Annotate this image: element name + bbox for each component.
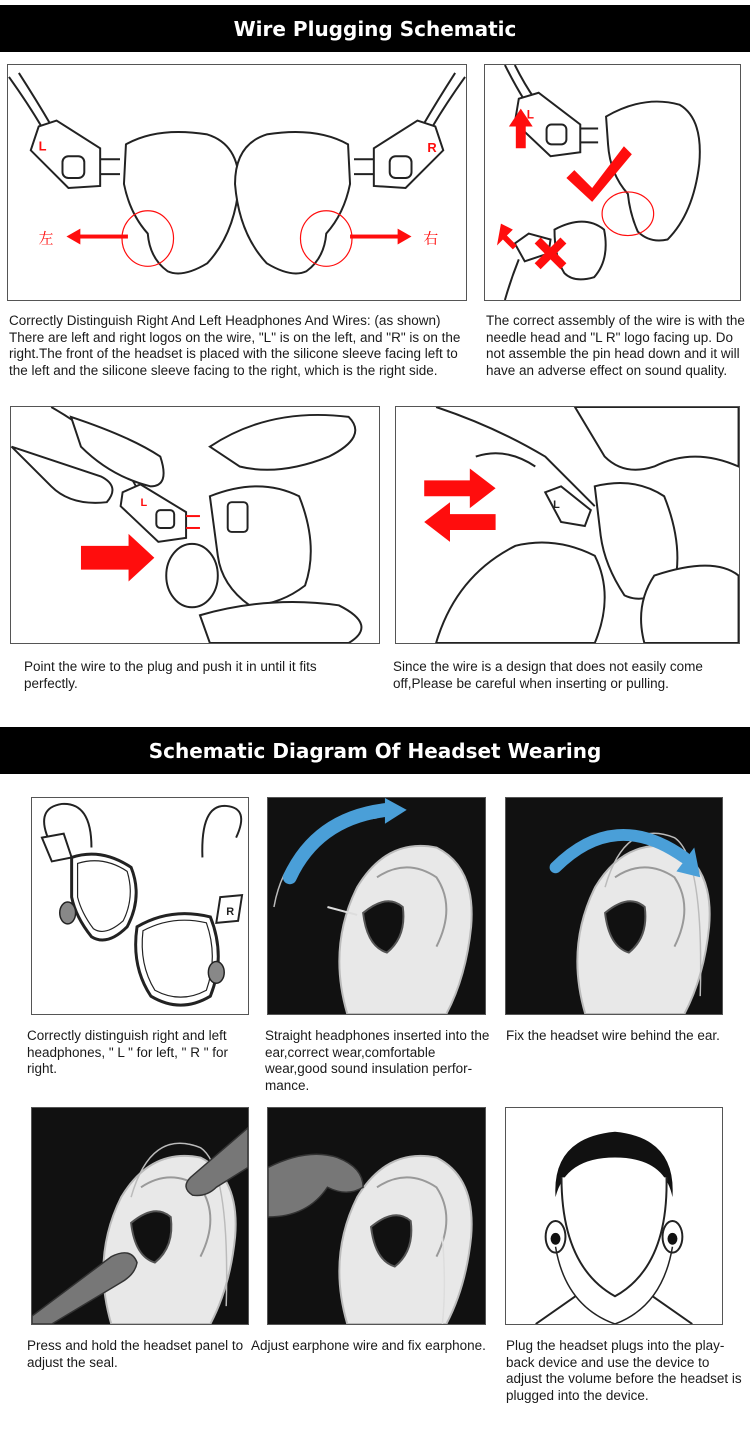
wear-r-logo: R	[226, 905, 235, 918]
pull-logo: L	[553, 499, 560, 512]
wear-step-3-caption: Fix the headset wire behind the ear.	[506, 1028, 720, 1043]
right-glyph: 右	[423, 229, 439, 248]
section-title-wire-plugging: Wire Plugging Schematic	[0, 5, 750, 52]
wear-step-2-caption: Straight headphones inserted into the ear,correct wear,comfortable wear,good sound insulation perfor-mance.	[265, 1028, 490, 1093]
orientation-logo: L	[526, 107, 534, 122]
wire-orientation-illustration	[485, 65, 740, 300]
wear-step-5-caption: Adjust earphone wire and fix earphone.	[251, 1338, 486, 1353]
wear-step-4-caption: Press and hold the headset panel to adjust the seal.	[27, 1338, 244, 1370]
wire-orientation-caption: The correct assembly of the wire is with the needle head and "L R" logo facing up. Do not assemble the pin head down and it will have an adverse effect on sound quality.	[486, 313, 745, 378]
right-logo: R	[427, 140, 437, 156]
wear-step-4-image	[31, 1107, 249, 1325]
wire-lr-caption: Correctly Distinguish Right And Left Headphones And Wires: (as shown) There are left and right logos on the wire, "L" is on the left, and "R" is on the right.The front of the headset is placed with the silicone sleeve facing left to the left and the silicone sleeve facing to the right, which is the right side.	[9, 313, 461, 378]
insert-pull-diagram	[395, 406, 740, 644]
left-glyph: 左	[38, 229, 54, 248]
plug-push-illustration	[11, 407, 379, 643]
section-title-wearing: Schematic Diagram Of Headset Wearing	[0, 727, 750, 774]
wear-step-5-image	[267, 1107, 486, 1325]
wear-step-2-image	[267, 797, 486, 1015]
wear-step-1-image	[31, 797, 249, 1015]
wire-orientation-diagram	[484, 64, 741, 301]
plug-push-diagram	[10, 406, 380, 644]
wire-lr-diagram	[7, 64, 467, 301]
wear-step-3-image	[505, 797, 723, 1015]
wear-step-6-image	[505, 1107, 723, 1325]
wear-step-1-caption: Correctly distinguish right and left headphones, " L " for left, " R " for right.	[27, 1028, 229, 1076]
wire-lr-illustration	[8, 65, 466, 300]
left-logo: L	[38, 138, 47, 154]
insert-pull-illustration	[396, 407, 739, 643]
wear-step-6-caption: Plug the headset plugs into the play-back device and use the device to adjust the volume before the headset is plugged into the device.	[506, 1338, 742, 1403]
insert-pull-caption: Since the wire is a design that does not easily come off,Please be careful when inserting or pulling.	[393, 659, 703, 691]
plug-push-caption: Point the wire to the plug and push it in until it fits perfectly.	[24, 659, 317, 691]
push-logo: L	[140, 497, 148, 510]
